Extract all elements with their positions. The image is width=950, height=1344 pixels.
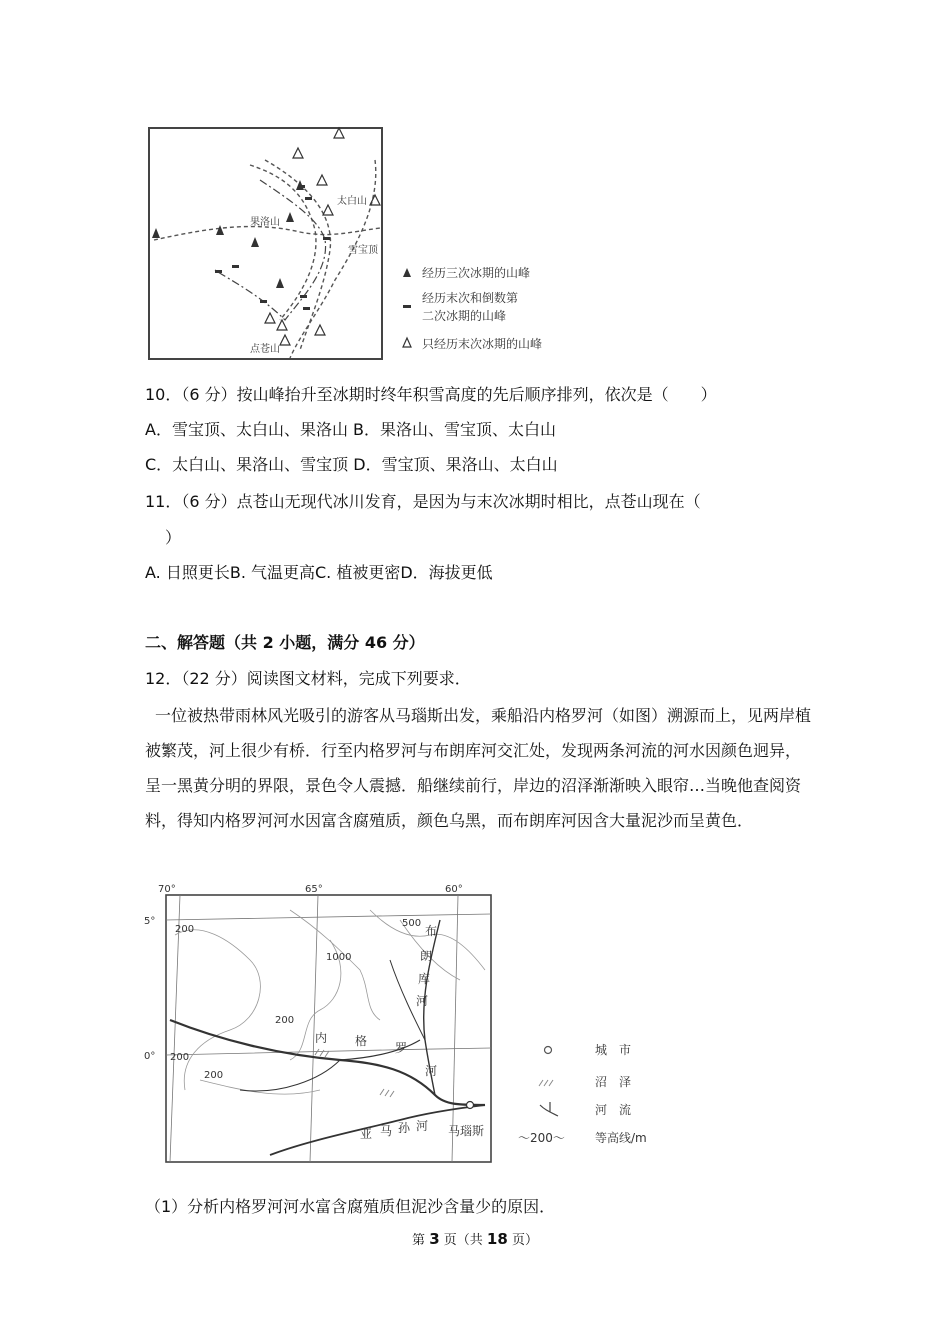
- label-xuebao: 雪宝顶: [348, 245, 378, 256]
- legend-text-3: 只经历末次冰期的山峰: [422, 337, 543, 351]
- branco-char-2: 朗: [420, 949, 433, 963]
- legend-contour-text: 等高线/m: [595, 1131, 647, 1145]
- q12-material: 一位被热带雨林风光吸引的游客从马瑙斯出发，乘船沿内格罗河（如图）溯源而上，见两岸植被繁茂，河上很少有桥．行至内格罗河与布朗库河交汇处，发现两条河流的河水因颜色迥异，呈一黑黄分明的界限，景色令人震撼．船继续前行，岸边的沼泽渐渐映入眼帘…当晚他查阅资料，得知内格罗河河水因富含腐殖质，颜色乌黑，而布朗库河因含大量泥沙而呈黄色．: [145, 706, 812, 830]
- legend-contour-icon: ～200～: [518, 1131, 565, 1145]
- legend-swamp-text: 沼 泽: [595, 1075, 632, 1089]
- q11-options: A. 日照更长B. 气温更高C. 植被更密D．海拔更低: [145, 563, 493, 582]
- branco-char-3: 库: [418, 972, 431, 986]
- peaks-two-glaciations: [215, 185, 330, 310]
- legend-hollow-triangle-icon: [403, 338, 411, 347]
- legend-city-text: 城 市: [595, 1043, 632, 1057]
- legend-text-2b: 二次冰期的山峰: [422, 309, 507, 323]
- label-diancang: 点苍山: [250, 344, 280, 355]
- lon-label-70: 70°: [158, 884, 176, 895]
- city-marker-manaus: [467, 1102, 474, 1109]
- lat-label-0: 0°: [144, 1051, 156, 1062]
- glacier-peaks-map: [140, 120, 580, 365]
- label-taibai: 太白山: [337, 196, 367, 207]
- negro-char-3: 罗: [395, 1041, 408, 1055]
- branco-char-1: 布: [425, 924, 438, 938]
- legend-text-2a: 经历末次和倒数第: [422, 291, 519, 305]
- peaks-last-glaciation: [265, 128, 380, 345]
- legend-filled-triangle-icon: [403, 268, 411, 277]
- lon-label-60: 60°: [445, 884, 463, 895]
- amazon-char-2: 马: [380, 1124, 393, 1138]
- q11-stem: 11．（6 分）点苍山无现代冰川发育，是因为与末次冰期时相比，点苍山现在（: [145, 492, 701, 511]
- contour-label-200-c: 200: [170, 1052, 190, 1063]
- lon-label-65: 65°: [305, 884, 323, 895]
- peaks-three-glaciations: [152, 180, 304, 288]
- contour-label-500: 500: [402, 918, 422, 929]
- negro-char-1: 内: [315, 1031, 328, 1045]
- amazon-char-1: 亚: [360, 1127, 373, 1141]
- negro-char-4: 河: [425, 1064, 438, 1078]
- q12-sub1: （1）分析内格罗河河水富含腐殖质但泥沙含量少的原因．: [145, 1197, 556, 1216]
- city-label-manaus: 马瑙斯: [448, 1124, 485, 1138]
- label-guoluo: 果洛山: [250, 217, 280, 228]
- q12-stem: 12．（22 分）阅读图文材料，完成下列要求．: [145, 669, 471, 688]
- q10-stem: 10．（6 分）按山峰抬升至冰期时终年积雪高度的先后顺序排列，依次是（ ）: [145, 385, 717, 404]
- footer-page-number: 3: [429, 1230, 440, 1248]
- contour-label-200-b: 200: [275, 1015, 295, 1026]
- amazon-char-3: 孙: [398, 1121, 411, 1135]
- legend-bar-icon: [403, 305, 411, 308]
- footer-suffix: 页）: [511, 1233, 538, 1248]
- legend-city-icon: [545, 1047, 552, 1054]
- q10-options-cd: C．太白山、果洛山、雪宝顶 D．雪宝顶、果洛山、太白山: [145, 455, 558, 474]
- legend-river-icon: [540, 1102, 558, 1116]
- footer-total-pages: 18: [486, 1230, 508, 1248]
- amazon-char-4: 河: [416, 1119, 429, 1133]
- contour-label-200-d: 200: [204, 1070, 224, 1081]
- legend-river-text: 河 流: [595, 1103, 632, 1117]
- negro-char-2: 格: [355, 1034, 368, 1048]
- contour-label-1000: 1000: [326, 952, 352, 963]
- q10-options-ab: A．雪宝顶、太白山、果洛山 B．果洛山、雪宝顶、太白山: [145, 420, 557, 439]
- branco-char-4: 河: [416, 994, 429, 1008]
- section-2-heading: 二、解答题（共 2 小题，满分 46 分）: [145, 633, 425, 652]
- legend-text-1: 经历三次冰期的山峰: [422, 266, 531, 280]
- contour-label-200-a: 200: [175, 924, 195, 935]
- q11-stem-end: ）: [165, 528, 182, 547]
- legend-swamp-icon: [539, 1080, 553, 1086]
- negro-river-map: [140, 880, 680, 1170]
- footer-mid: 页（共: [443, 1233, 483, 1248]
- footer-prefix: 第: [412, 1233, 426, 1248]
- page-footer: [0, 1229, 950, 1248]
- lat-label-5: 5°: [144, 916, 156, 927]
